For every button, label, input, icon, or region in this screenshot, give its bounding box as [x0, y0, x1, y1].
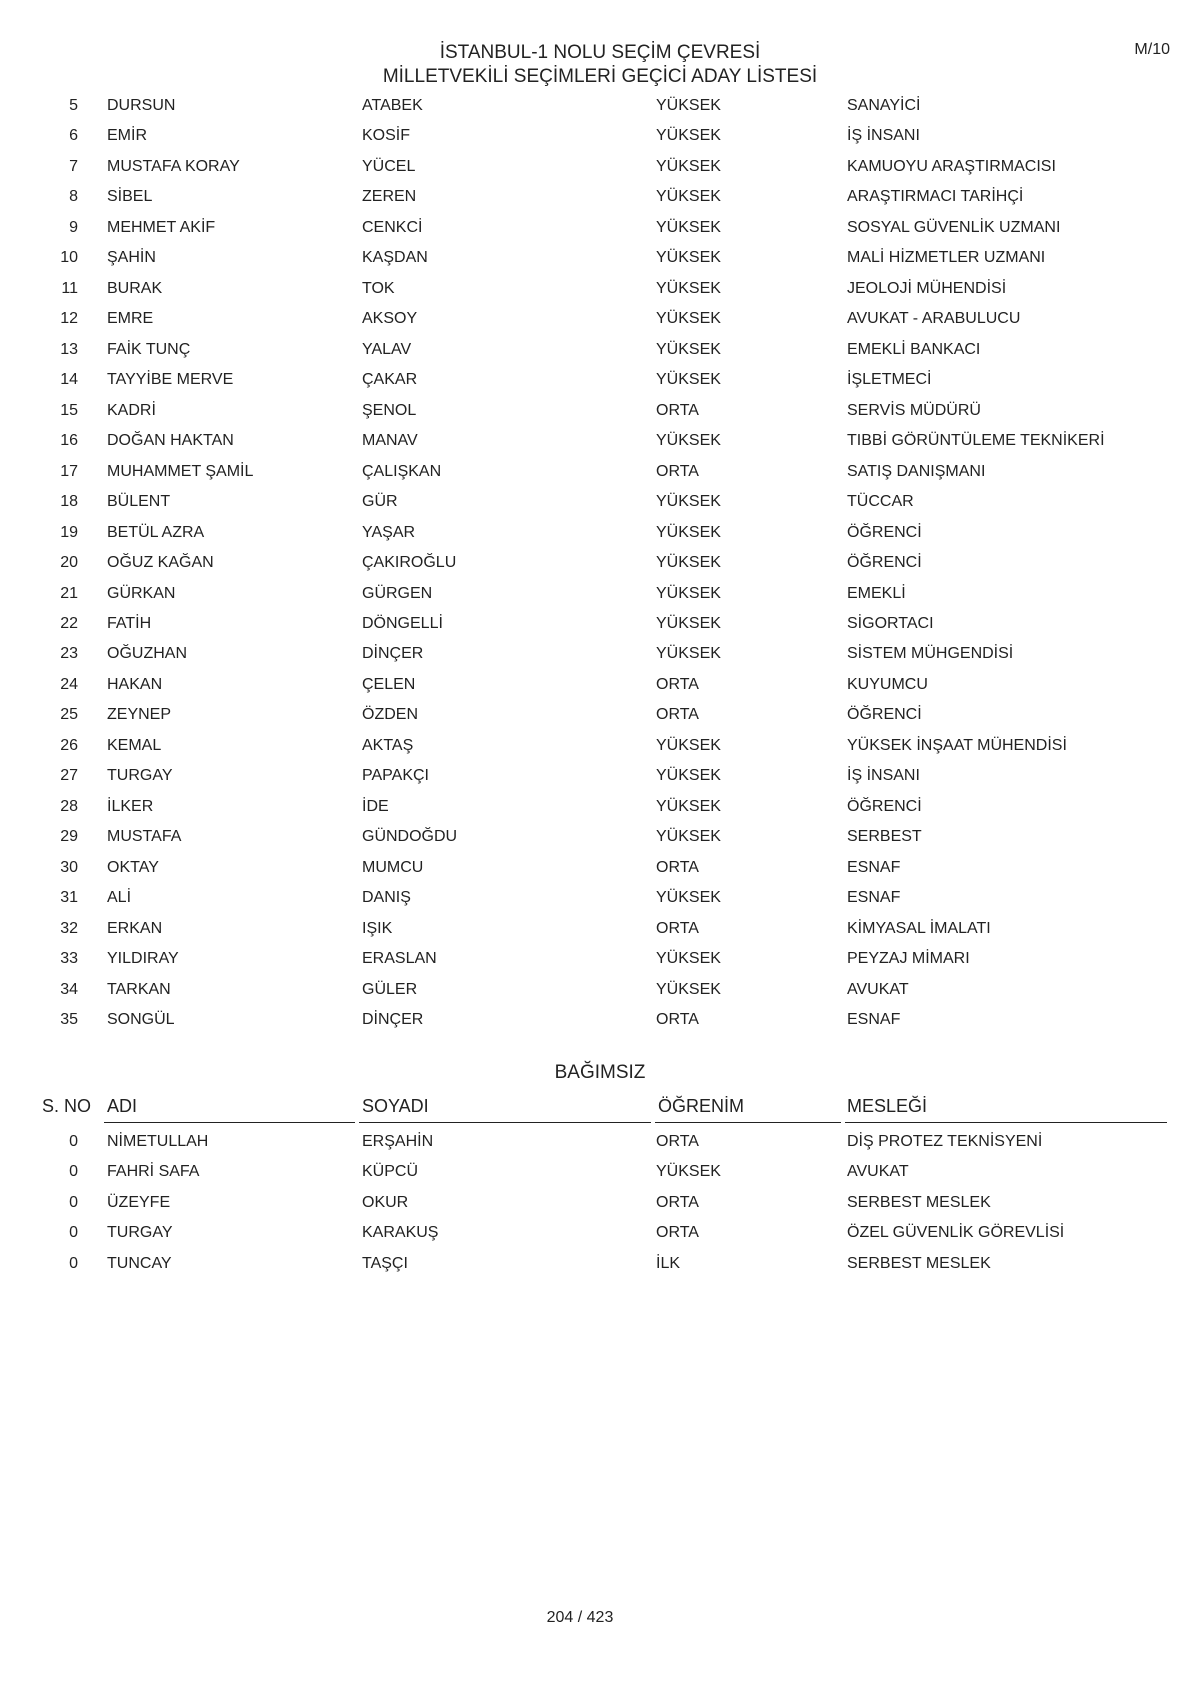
table-row	[0, 488, 1200, 518]
row-number: 8	[69, 188, 78, 206]
education: YÜKSEK	[656, 188, 721, 206]
profession: ESNAF	[847, 1011, 901, 1029]
education: YÜKSEK	[656, 614, 721, 632]
profession: SİGORTACI	[847, 614, 934, 632]
first-name: TAYYİBE MERVE	[107, 371, 234, 389]
row-number: 27	[60, 767, 78, 785]
table-row	[0, 336, 1200, 366]
profession: SANAYİCİ	[847, 97, 921, 114]
row-number: 29	[60, 828, 78, 846]
surname: AKTAŞ	[362, 736, 414, 754]
education: YÜKSEK	[656, 1163, 721, 1181]
column-header-profession: MESLEĞİ	[847, 1096, 928, 1116]
education: ORTA	[656, 401, 699, 419]
row-number: 0	[69, 1193, 78, 1211]
row-number: 22	[60, 614, 78, 632]
surname: DİNÇER	[362, 645, 424, 663]
education: YÜKSEK	[656, 97, 721, 114]
row-number: 35	[60, 1011, 78, 1029]
table-row	[0, 1128, 1200, 1158]
education: YÜKSEK	[656, 767, 721, 785]
table-row	[0, 183, 1200, 213]
column-header-name: ADI	[107, 1096, 138, 1116]
profession: MALİ HİZMETLER UZMANI	[847, 249, 1046, 267]
first-name: İLKER	[107, 797, 154, 815]
profession: TIBBİ GÖRÜNTÜLEME TEKNİKERİ	[847, 432, 1105, 450]
row-number: 16	[60, 432, 78, 450]
table-row	[0, 823, 1200, 853]
profession: ÖĞRENCİ	[847, 706, 922, 724]
row-number: 12	[60, 310, 78, 328]
row-number: 28	[60, 797, 78, 815]
first-name: BÜLENT	[107, 493, 171, 511]
row-number: 13	[60, 340, 78, 358]
table-row	[0, 153, 1200, 183]
table-row	[0, 610, 1200, 640]
surname: ÇAKAR	[362, 371, 418, 389]
profession: SİSTEM MÜHGENDİSİ	[847, 645, 1014, 663]
table-row	[0, 976, 1200, 1006]
first-name: TUNCAY	[107, 1254, 172, 1272]
surname: GÜLER	[362, 980, 418, 998]
surname: ÖZDEN	[362, 706, 418, 724]
first-name: DOĞAN HAKTAN	[107, 432, 234, 450]
table-row	[0, 458, 1200, 488]
header-underline	[104, 1122, 355, 1123]
first-name: ŞAHİN	[107, 249, 156, 267]
education: ORTA	[656, 1224, 699, 1242]
education: YÜKSEK	[656, 797, 721, 815]
table-row	[0, 945, 1200, 975]
row-number: 0	[69, 1133, 78, 1150]
education: YÜKSEK	[656, 584, 721, 602]
table-row	[0, 732, 1200, 762]
row-number: 0	[69, 1163, 78, 1181]
surname: ERŞAHİN	[362, 1133, 434, 1150]
first-name: BETÜL AZRA	[107, 523, 205, 541]
first-name: FAHRİ SAFA	[107, 1163, 200, 1181]
education: ORTA	[656, 1193, 699, 1211]
first-name: EMRE	[107, 310, 154, 328]
first-name: YILDIRAY	[107, 950, 179, 968]
row-number: 21	[60, 584, 78, 602]
candidate-table	[0, 92, 1200, 1037]
first-name: SİBEL	[107, 188, 153, 206]
education: ORTA	[656, 919, 699, 937]
profession: SERBEST	[847, 828, 922, 846]
table-row	[0, 1006, 1200, 1036]
profession: SERBEST MESLEK	[847, 1193, 991, 1211]
education: YÜKSEK	[656, 279, 721, 297]
row-number: 30	[60, 858, 78, 876]
first-name: TURGAY	[107, 767, 173, 785]
surname: TAŞÇI	[362, 1254, 408, 1272]
table-row	[0, 1189, 1200, 1219]
document-title: İSTANBUL-1 NOLU SEÇİM ÇEVRESİ	[439, 42, 761, 63]
table-row	[0, 122, 1200, 152]
table-row	[0, 1250, 1200, 1280]
surname: TOK	[362, 279, 395, 297]
row-number: 18	[60, 493, 78, 511]
first-name: OĞUZ KAĞAN	[107, 554, 214, 572]
education: YÜKSEK	[656, 889, 721, 907]
surname: DANIŞ	[362, 889, 411, 907]
first-name: ZEYNEP	[107, 706, 172, 724]
profession: KAMUOYU ARAŞTIRMACISI	[847, 157, 1056, 175]
table-row	[0, 519, 1200, 549]
first-name: FAİK TUNÇ	[107, 340, 191, 358]
profession: KİMYASAL İMALATI	[847, 919, 991, 937]
first-name: ERKAN	[107, 919, 163, 937]
surname: KÜPCÜ	[362, 1163, 419, 1181]
table-row	[0, 305, 1200, 335]
table-row	[0, 701, 1200, 731]
surname: ŞENOL	[362, 401, 417, 419]
surname: ERASLAN	[362, 950, 437, 968]
surname: DİNÇER	[362, 1011, 424, 1029]
row-number: 34	[60, 980, 78, 998]
education: YÜKSEK	[656, 127, 721, 145]
surname: DÖNGELLİ	[362, 614, 443, 632]
row-number: 32	[60, 919, 78, 937]
profession: SERVİS MÜDÜRÜ	[847, 401, 981, 419]
first-name: FATİH	[107, 614, 152, 632]
education: YÜKSEK	[656, 554, 721, 572]
education: YÜKSEK	[656, 980, 721, 998]
table-row	[0, 640, 1200, 670]
education: YÜKSEK	[656, 828, 721, 846]
page-number: 204 / 423	[546, 1609, 614, 1626]
education: YÜKSEK	[656, 432, 721, 450]
column-header-education: ÖĞRENİM	[658, 1096, 745, 1116]
surname: AKSOY	[362, 310, 418, 328]
profession: ÖĞRENCİ	[847, 554, 922, 572]
first-name: BURAK	[107, 279, 163, 297]
surname: ÇAKIROĞLU	[362, 554, 457, 572]
table-row	[0, 549, 1200, 579]
table-row	[0, 214, 1200, 244]
row-number: 6	[69, 127, 78, 145]
education: YÜKSEK	[656, 310, 721, 328]
education: YÜKSEK	[656, 218, 721, 236]
profession: YÜKSEK İNŞAAT MÜHENDİSİ	[847, 736, 1067, 754]
table-row	[0, 793, 1200, 823]
table-row	[0, 671, 1200, 701]
education: ORTA	[656, 1011, 699, 1029]
table-row	[0, 1219, 1200, 1249]
profession: SERBEST MESLEK	[847, 1254, 991, 1272]
table-row	[0, 397, 1200, 427]
header-underline	[359, 1122, 651, 1123]
surname: MANAV	[362, 432, 418, 450]
surname: OKUR	[362, 1193, 409, 1211]
table-row	[0, 427, 1200, 457]
profession: AVUKAT	[847, 1163, 909, 1181]
education: ORTA	[656, 675, 699, 693]
surname: İDE	[362, 797, 389, 815]
section-title-independents: BAĞIMSIZ	[554, 1062, 646, 1083]
profession: ÖĞRENCİ	[847, 797, 922, 815]
education: ORTA	[656, 462, 699, 480]
row-number: 24	[60, 675, 78, 693]
row-number: 25	[60, 706, 78, 724]
row-number: 26	[60, 736, 78, 754]
first-name: MUHAMMET ŞAMİL	[107, 462, 254, 480]
table-row	[0, 1158, 1200, 1188]
surname: ZEREN	[362, 188, 417, 206]
surname: IŞIK	[362, 919, 393, 937]
profession: JEOLOJİ MÜHENDİSİ	[847, 279, 1007, 297]
table-row	[0, 92, 1200, 122]
surname: GÜRGEN	[362, 584, 433, 602]
row-number: 14	[60, 371, 78, 389]
profession: AVUKAT - ARABULUCU	[847, 310, 1021, 328]
surname: KARAKUŞ	[362, 1224, 439, 1242]
first-name: TARKAN	[107, 980, 171, 998]
table-row	[0, 366, 1200, 396]
education: YÜKSEK	[656, 736, 721, 754]
surname: MUMCU	[362, 858, 424, 876]
row-number: 7	[69, 157, 78, 175]
first-name: EMİR	[107, 127, 147, 145]
row-number: 17	[60, 462, 78, 480]
surname: GÜNDOĞDU	[362, 828, 458, 846]
profession: DİŞ PROTEZ TEKNİSYENİ	[847, 1133, 1043, 1150]
education: ORTA	[656, 1133, 699, 1150]
surname: YAŞAR	[362, 523, 416, 541]
profession: ÖĞRENCİ	[847, 523, 922, 541]
row-number: 11	[61, 279, 78, 297]
surname: KAŞDAN	[362, 249, 428, 267]
first-name: KEMAL	[107, 736, 162, 754]
row-number: 0	[69, 1254, 78, 1272]
education: YÜKSEK	[656, 157, 721, 175]
surname: YÜCEL	[362, 157, 416, 175]
education: YÜKSEK	[656, 645, 721, 663]
independent-candidate-table	[0, 1128, 1200, 1280]
education: YÜKSEK	[656, 371, 721, 389]
table-row	[0, 854, 1200, 884]
table-row	[0, 915, 1200, 945]
header-underline	[845, 1122, 1167, 1123]
surname: CENKCİ	[362, 218, 423, 236]
profession: İŞ İNSANI	[847, 767, 920, 785]
first-name: TURGAY	[107, 1224, 173, 1242]
surname: KOSİF	[362, 127, 411, 145]
row-number: 23	[60, 645, 78, 663]
first-name: MEHMET AKİF	[107, 218, 216, 236]
first-name: OKTAY	[107, 858, 159, 876]
page-code: M/10	[1134, 41, 1170, 58]
table-row	[0, 884, 1200, 914]
profession: KUYUMCU	[847, 675, 928, 693]
profession: ESNAF	[847, 858, 901, 876]
row-number: 10	[60, 249, 78, 267]
first-name: KADRİ	[107, 401, 156, 419]
education: YÜKSEK	[656, 493, 721, 511]
first-name: GÜRKAN	[107, 584, 176, 602]
surname: YALAV	[362, 340, 412, 358]
education: YÜKSEK	[656, 340, 721, 358]
first-name: HAKAN	[107, 675, 163, 693]
surname: GÜR	[362, 493, 398, 511]
column-header-no: S. NO	[42, 1096, 92, 1116]
table-row	[0, 580, 1200, 610]
header-underline	[655, 1122, 841, 1123]
education: YÜKSEK	[656, 523, 721, 541]
profession: TÜCCAR	[847, 493, 914, 511]
surname: ATABEK	[362, 97, 423, 114]
first-name: ALİ	[107, 889, 132, 907]
profession: ARAŞTIRMACI TARİHÇİ	[847, 188, 1024, 206]
table-row	[0, 275, 1200, 305]
education: İLK	[656, 1254, 681, 1272]
first-name: NİMETULLAH	[107, 1133, 209, 1150]
education: YÜKSEK	[656, 950, 721, 968]
profession: SATIŞ DANIŞMANI	[847, 462, 986, 480]
first-name: MUSTAFA	[107, 828, 182, 846]
row-number: 19	[60, 523, 78, 541]
row-number: 0	[69, 1224, 78, 1242]
row-number: 5	[69, 97, 78, 114]
profession: AVUKAT	[847, 980, 909, 998]
row-number: 15	[60, 401, 78, 419]
table-row	[0, 244, 1200, 274]
profession: PEYZAJ MİMARI	[847, 950, 970, 968]
education: ORTA	[656, 858, 699, 876]
row-number: 20	[60, 554, 78, 572]
profession: ÖZEL GÜVENLİK GÖREVLİSİ	[847, 1224, 1065, 1242]
row-number: 33	[60, 950, 78, 968]
profession: EMEKLİ	[847, 584, 906, 602]
row-number: 9	[69, 218, 78, 236]
profession: İŞ İNSANI	[847, 127, 920, 145]
column-header-surname: SOYADI	[362, 1096, 429, 1116]
surname: PAPAKÇI	[362, 767, 429, 785]
document-subtitle: MİLLETVEKİLİ SEÇİMLERİ GEÇİCİ ADAY LİSTESİ	[382, 66, 818, 87]
row-number: 31	[60, 889, 78, 907]
education: YÜKSEK	[656, 249, 721, 267]
education: ORTA	[656, 706, 699, 724]
profession: İŞLETMECİ	[847, 371, 932, 389]
surname: ÇELEN	[362, 675, 416, 693]
first-name: ÜZEYFE	[107, 1193, 171, 1211]
first-name: DURSUN	[107, 97, 176, 114]
surname: ÇALIŞKAN	[362, 462, 442, 480]
first-name: MUSTAFA KORAY	[107, 157, 240, 175]
first-name: OĞUZHAN	[107, 645, 187, 663]
profession: ESNAF	[847, 889, 901, 907]
profession: SOSYAL GÜVENLİK UZMANI	[847, 218, 1061, 236]
first-name: SONGÜL	[107, 1011, 175, 1029]
table-row	[0, 762, 1200, 792]
profession: EMEKLİ BANKACI	[847, 340, 981, 358]
